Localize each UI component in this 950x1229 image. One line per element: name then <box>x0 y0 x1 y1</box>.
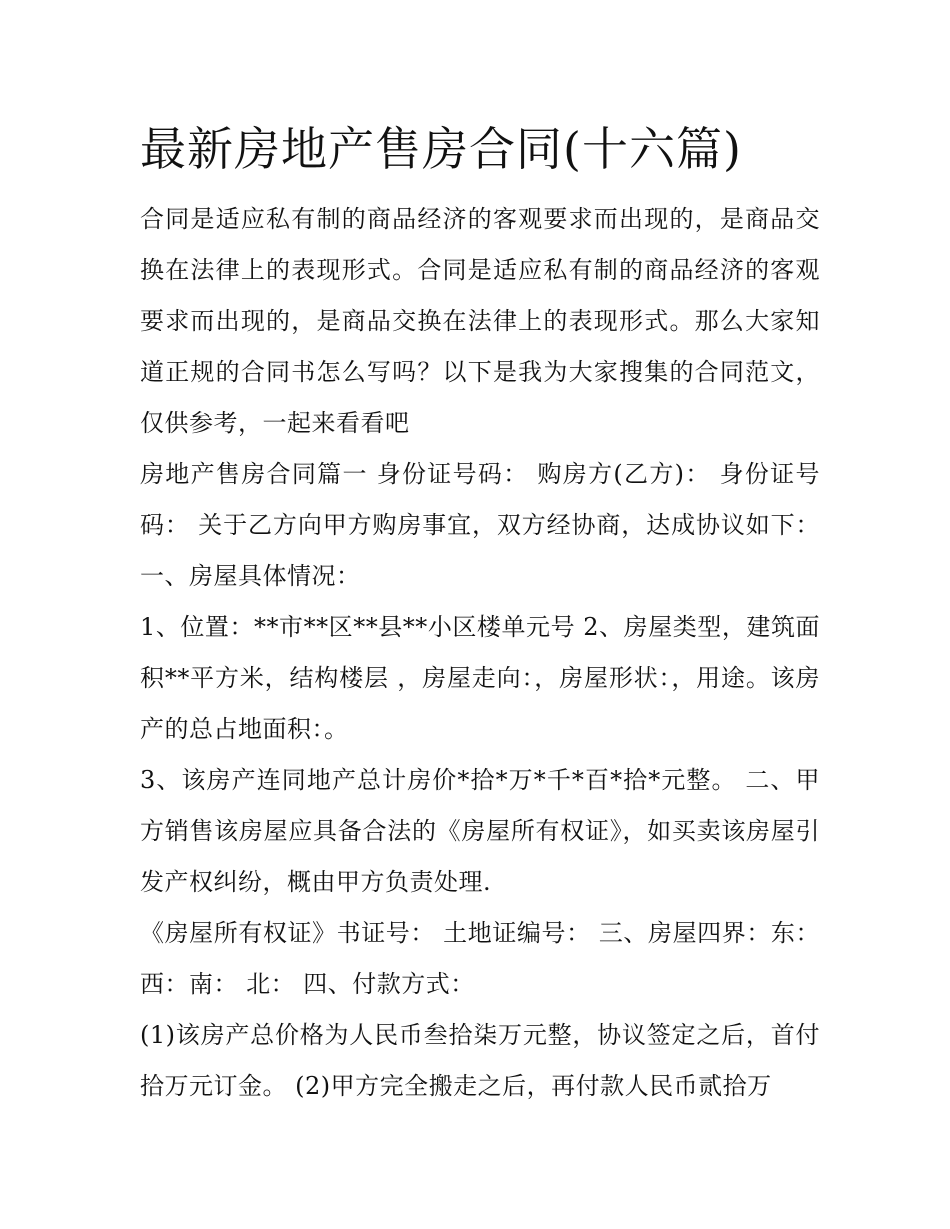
house-location-paragraph: 1、位置：**市**区**县**小区楼单元号 2、房屋类型，建筑面积**平方米，结构楼层 ，房屋走向：，房屋形状：，用途。该房产的总占地面积：。 <box>140 613 820 743</box>
document-title: 最新房地产售房合同(十六篇) <box>140 122 742 176</box>
document-page <box>140 118 820 1112</box>
payment-paragraph: (1)该房产总价格为人民币叁拾柒万元整，协议签定之后，首付拾万元订金。 (2)甲方完全搬走之后，再付款人民币贰拾万 <box>140 1021 820 1100</box>
certificate-paragraph: 《房屋所有权证》书证号： 土地证编号： 三、房屋四界：东： 西：南： 北： 四、付款方式： <box>140 919 820 998</box>
contract-header-paragraph: 房地产售房合同篇一 身份证号码： 购房方(乙方)： 身份证号码： 关于乙方向甲方购房事宜，双方经协商，达成协议如下： 一、房屋具体情况： <box>140 460 820 590</box>
price-paragraph: 3、该房产连同地产总计房价*拾*万*千*百*拾*元整。 二、甲方销售该房屋应具备合法的《房屋所有权证》，如买卖该房屋引发产权纠纷，概由甲方负责处理. <box>140 766 820 896</box>
intro-paragraph: 合同是适应私有制的商品经济的客观要求而出现的，是商品交换在法律上的表现形式。合同是适应私有制的商品经济的客观要求而出现的，是商品交换在法律上的表现形式。那么大家知道正规的合同书怎么写吗？以下是我为大家搜集的合同范文，仅供参考，一起来看看吧 <box>140 205 820 437</box>
